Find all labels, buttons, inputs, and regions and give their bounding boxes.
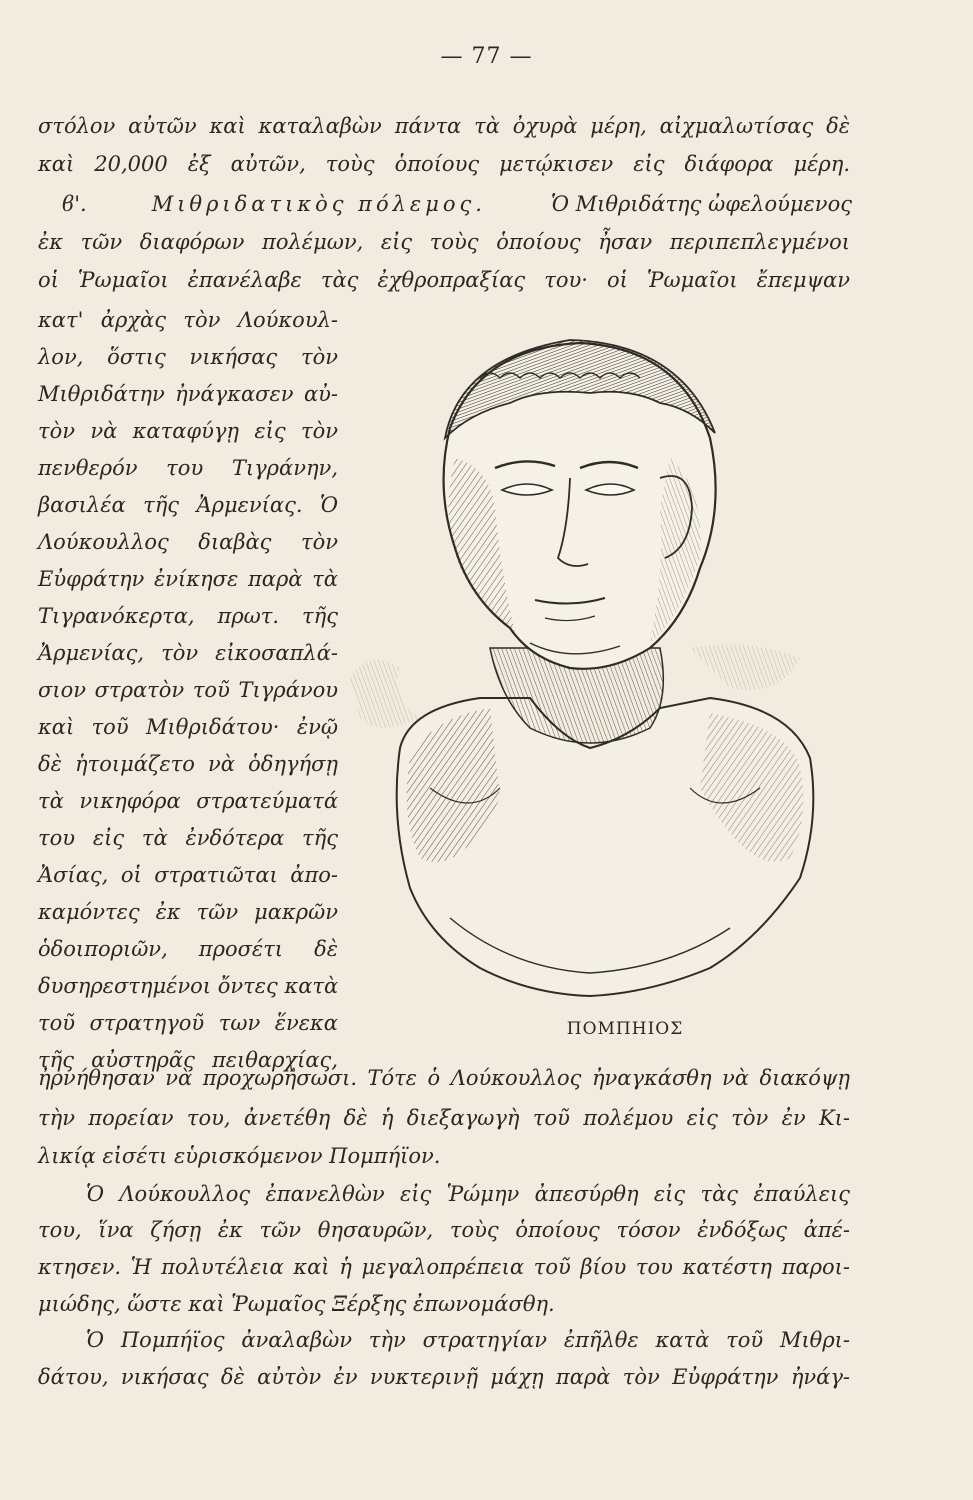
text-line: τῆς αὐστηρᾶς πειθαρχίας, [38, 1048, 338, 1072]
text-line: τὰ νικηφόρα στρατεύματά [38, 789, 338, 813]
text-line: του, ἵνα ζήσῃ ἐκ τῶν θησαυρῶν, τοὺς ὁποίους τόσον ἐνδόξως ἀπέ- [38, 1218, 850, 1242]
text-line: καμόντες ἐκ τῶν μακρῶν [38, 900, 338, 924]
text-line: Ὁ Πομπήϊος ἀναλαβὼν τὴν στρατηγίαν ἐπῆλθε κατὰ τοῦ Μιθρι- [86, 1328, 850, 1352]
text-line: καὶ τοῦ Μιθριδάτου· ἐνῷ [38, 715, 338, 739]
text-line: πενθερόν του Τιγράνην, [38, 456, 338, 480]
text-line: Μιθριδάτην ἠνάγκασεν αὐ- [38, 382, 338, 406]
text-line: δυσηρεστημένοι ὄντες κατὰ [38, 974, 339, 998]
text-line: ἠρνήθησαν νὰ προχωρήσωσι. Τότε ὁ Λούκουλλος ἠναγκάσθη νὰ διακόψῃ [38, 1066, 850, 1090]
text-line: σιον στρατὸν τοῦ Τιγράνου [38, 678, 338, 702]
pompey-bust-engraving [330, 318, 858, 1018]
page-number: — 77 — [440, 44, 533, 69]
text-line: Τιγρανόκερτα, πρωτ. τῆς [38, 604, 338, 628]
text-line: κτησεν. Ἡ πολυτέλεια καὶ ἡ μεγαλοπρέπεια τοῦ βίου του κατέστη παροι- [38, 1255, 850, 1279]
text-line: ἐκ τῶν διαφόρων πολέμων, εἰς τοὺς ὁποίους ἦσαν περιπεπλεγμένοι [38, 230, 850, 254]
text-line: λον, ὅστις νικήσας τὸν [38, 345, 338, 369]
text-line: τὴν πορείαν του, ἀνετέθη δὲ ἡ διεξαγωγὴ τοῦ πολέμου εἰς τὸν ἐν Κι- [38, 1106, 850, 1130]
text-line: Ἀρμενίας, τὸν εἰκοσαπλά- [38, 641, 338, 665]
text-line: μιώδης, ὥστε καὶ Ῥωμαῖος Ξέρξης ἐπωνομάσθη. [38, 1292, 555, 1316]
text-line: στόλον αὐτῶν καὶ καταλαβὼν πάντα τὰ ὀχυρὰ μέρη, αἰχμαλωτίσας δὲ [38, 114, 850, 138]
text-line: Ὁ Λούκουλλος ἐπανελθὼν εἰς Ῥώμην ἀπεσύρθη εἰς τὰς ἐπαύλεις [86, 1182, 850, 1206]
text-line: Λούκουλλος διαβὰς τὸν [38, 530, 338, 554]
text-line: δάτου, νικήσας δὲ αὐτὸν ἐν νυκτερινῇ μάχῃ παρὰ τὸν Εὐφράτην ἠνάγ- [38, 1365, 850, 1389]
figure-caption: ΠΟΜΠΗΙΟΣ [566, 1019, 684, 1039]
text-line: τὸν νὰ καταφύγῃ εἰς τὸν [38, 419, 338, 443]
text-line: βασιλέα τῆς Ἀρμενίας. Ὁ [38, 493, 338, 517]
text-line: Ἀσίας, οἱ στρατιῶται ἀπο- [38, 863, 338, 887]
text-line: καὶ 20,000 ἐξ αὐτῶν, τοὺς ὁποίους μετῴκισεν εἰς διάφορα μέρη. [38, 152, 850, 176]
section-heading-rest: Ὁ Μιθριδάτης ὠφελούμενος [550, 192, 852, 216]
text-line: οἱ Ῥωμαῖοι ἐπανέλαβε τὰς ἐχθροπραξίας του· οἱ Ῥωμαῖοι ἔπεμψαν [38, 268, 850, 292]
section-number: ϐ'. [62, 192, 87, 216]
text-line: λικίᾳ εἰσέτι εὑρισκόμενον Πομπήϊον. [38, 1144, 441, 1168]
text-line: ὁδοιποριῶν, προσέτι δὲ [38, 937, 338, 961]
section-title: Μιθριδατικὸς πόλεμος. [151, 192, 486, 216]
text-line: τοῦ στρατηγοῦ των ἕνεκα [38, 1011, 338, 1035]
text-line: Εὐφράτην ἐνίκησε παρὰ τὰ [38, 567, 338, 591]
section-heading [62, 190, 852, 218]
text-line: δὲ ἡτοιμάζετο νὰ ὁδηγήσῃ [38, 752, 338, 776]
text-line: κατ' ἀρχὰς τὸν Λούκουλ- [38, 308, 338, 332]
text-line: του εἰς τὰ ἐνδότερα τῆς [38, 826, 338, 850]
